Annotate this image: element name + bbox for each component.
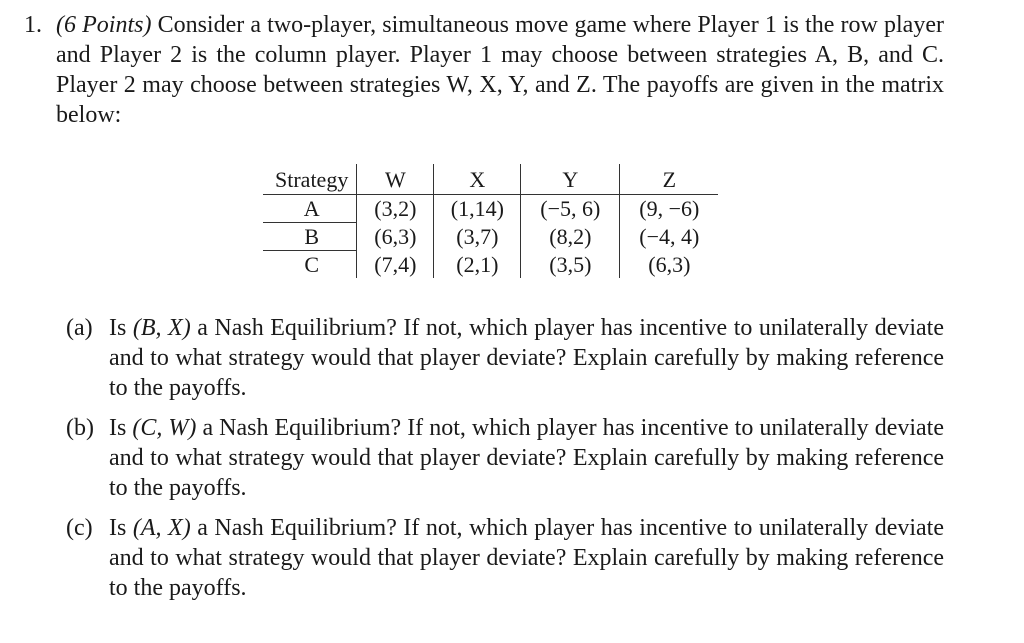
- matrix-row: [263, 251, 718, 279]
- matrix-col-header: Z: [620, 164, 719, 195]
- part-label: (b): [66, 415, 94, 441]
- matrix-header-row: [263, 164, 718, 195]
- strategy-profile: (C, W): [132, 415, 197, 441]
- matrix-col-header: Y: [521, 164, 620, 195]
- matrix-row-label: C: [263, 251, 357, 279]
- matrix-cell: (3,5): [521, 251, 620, 279]
- matrix-cell: (2,1): [434, 251, 521, 279]
- matrix-row: [263, 195, 718, 223]
- matrix-row-label: A: [263, 195, 357, 223]
- problem-intro: [56, 10, 944, 130]
- matrix-cell: (3,2): [357, 195, 434, 223]
- matrix-cell: (7,4): [357, 251, 434, 279]
- matrix-cell: (−5, 6): [521, 195, 620, 223]
- strategy-profile: (B, X): [132, 315, 191, 341]
- matrix-row-label: B: [263, 223, 357, 251]
- matrix-cell: (1,14): [434, 195, 521, 223]
- matrix-col-header: X: [434, 164, 521, 195]
- matrix-cell: (6,3): [648, 251, 691, 277]
- problem-intro-text: Consider a two-player, simultaneous move game where Player 1 is the row player and Player 2 is the column player. Player 1 may choose between strategies A, B, and C. Player 2 may choose between strategies W, X, Y, and Z. The payoffs are given in the matrix below:: [56, 12, 944, 128]
- strategy-profile: (A, X): [132, 515, 191, 541]
- matrix-cell: (3,7): [434, 223, 521, 251]
- part-text: Is (A, X) a Nash Equilibrium? If not, which player has incentive to unilaterally deviate and to what strategy would that player deviate? Explain carefully by making reference to the payoffs.: [109, 515, 944, 601]
- problem-number: 1.: [24, 12, 42, 38]
- matrix-cell: (8,2): [521, 223, 620, 251]
- matrix-cell: (6,3): [357, 223, 434, 251]
- payoff-matrix: [263, 164, 718, 278]
- part-label: (a): [66, 315, 93, 341]
- part-text: Is (B, X) a Nash Equilibrium? If not, which player has incentive to unilaterally deviate and to what strategy would that player deviate? Explain carefully by making reference to the payoffs.: [109, 315, 944, 401]
- matrix-col-header: W: [357, 164, 434, 195]
- problem-points: (6 Points): [56, 12, 152, 38]
- matrix-cell: (9, −6): [639, 196, 700, 222]
- part-text: Is (C, W) a Nash Equilibrium? If not, which player has incentive to unilaterally deviate and to what strategy would that player deviate? Explain carefully by making reference to the payoffs.: [109, 415, 944, 501]
- part-label: (c): [66, 515, 93, 541]
- matrix-corner-label: Strategy: [263, 164, 357, 195]
- matrix-cell: (−4, 4): [639, 224, 700, 249]
- matrix-row: [263, 223, 718, 251]
